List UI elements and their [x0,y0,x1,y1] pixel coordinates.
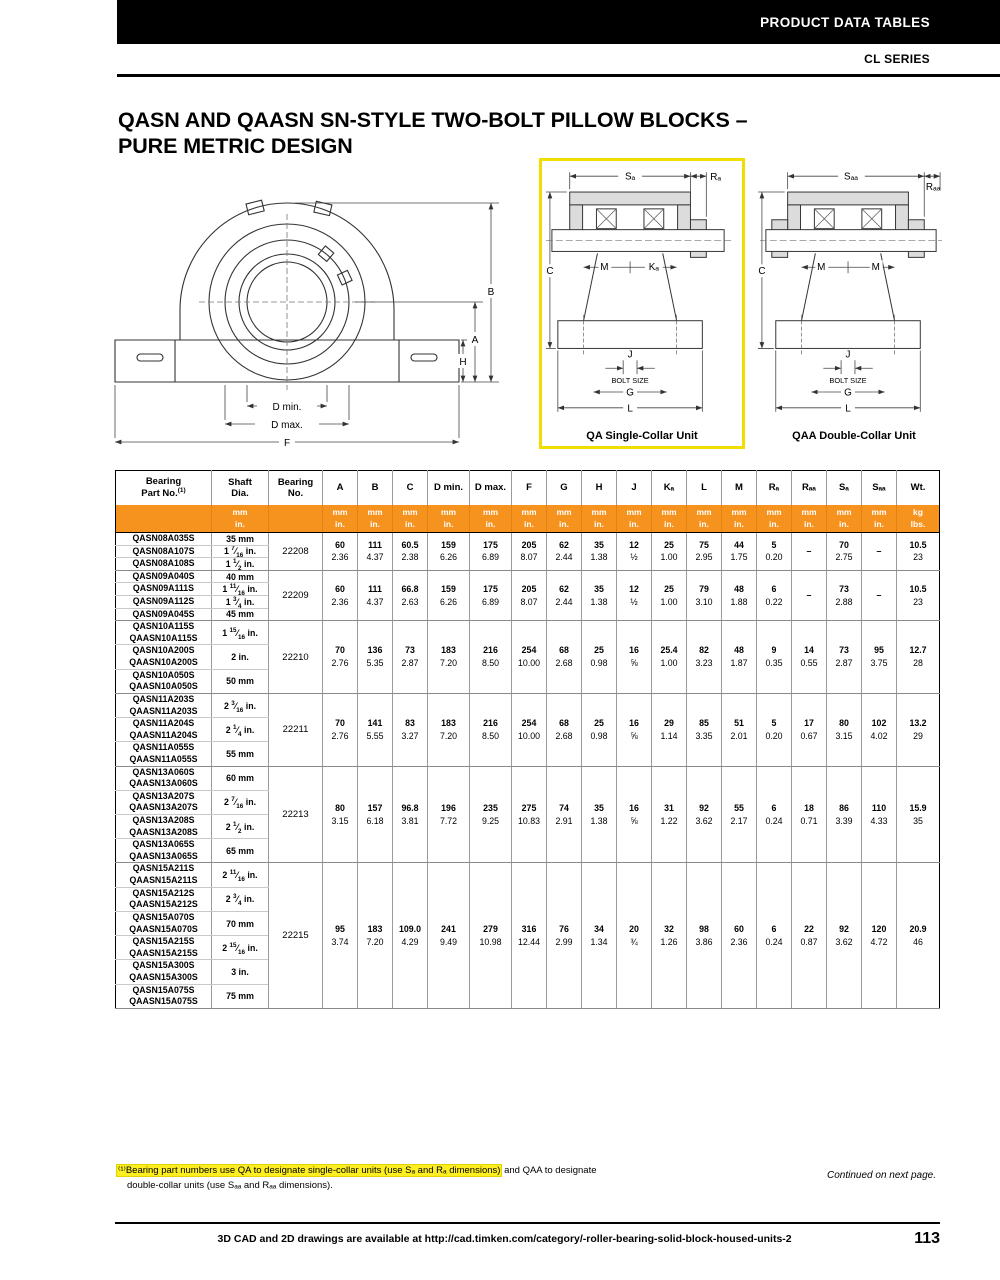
part-cell: QASN13A065S QAASN13A065S [116,839,212,863]
dim-label-l: L [845,403,851,415]
dim-cell-L: 85 3.35 [687,693,722,766]
dim-cell-Dmin: 196 7.72 [428,766,470,863]
bearing-no-cell: 22209 [269,570,323,620]
dim-cell-Ra: 5 0.20 [757,533,792,571]
shaft-cell: 1 $^3⁄_4$ in. [212,596,269,609]
part-cell: QASN11A204S QAASN11A204S [116,718,212,742]
dim-cell-F: 275 10.83 [512,766,547,863]
col-header-shaft: Shaft Dia. [212,471,269,506]
dim-cell-G: 62 2.44 [547,570,582,620]
dim-cell-Wt: 10.5 23 [897,570,940,620]
dim-cell-Wt: 20.9 46 [897,863,940,1008]
shaft-cell: 2 $^1⁄_2$ in. [212,815,269,839]
dim-label-m2: M [871,262,880,274]
col-header-G: G [547,471,582,506]
dim-label-f: F [283,438,291,449]
shaft-cell: 1 $^7⁄_{16}$ in. [212,545,269,558]
shaft-cell: 55 mm [212,742,269,766]
part-cell: QASN10A200S QAASN10A200S [116,645,212,669]
dim-cell-L: 98 3.86 [687,863,722,1008]
page-title [118,108,747,160]
dim-cell-J: 12 ½ [617,533,652,571]
dim-cell-Raa: 17 0.67 [792,693,827,766]
dim-cell-G: 68 2.68 [547,621,582,694]
dim-label-j: J [627,349,633,361]
footnote-line2: double-collar units (use Sₐₐ and Rₐₐ dimensions). [127,1179,333,1191]
units-B: mm in. [358,505,393,533]
units-part [116,505,212,533]
qaa-double-collar-diagram [751,158,957,449]
bearing-no-cell: 22208 [269,533,323,571]
col-header-J: J [617,471,652,506]
qa-caption: QA Single-Collar Unit [586,430,698,442]
part-cell: QASN11A055S QAASN11A055S [116,742,212,766]
dim-cell-F: 316 12.44 [512,863,547,1008]
dim-cell-G: 62 2.44 [547,533,582,571]
dim-cell-M: 48 1.87 [722,621,757,694]
dim-label-raa: Rₐₐ [925,182,941,194]
shaft-cell: 60 mm [212,766,269,790]
units-F: mm in. [512,505,547,533]
bearing-no-cell: 22211 [269,693,323,766]
dim-label-d-max: D max. [271,420,303,431]
col-header-A: A [323,471,358,506]
shaft-cell: 2 $^7⁄_{16}$ in. [212,790,269,814]
footnote-highlight: ⁽¹⁾Bearing part numbers use QA to designate single-collar units (use Sₐ and Rₐ dimensions) [118,1165,501,1176]
units-Dmax: mm in. [470,505,512,533]
dim-cell-Dmax: 216 8.50 [470,693,512,766]
dim-cell-Ra: 5 0.20 [757,693,792,766]
part-cell: QASN13A208S QAASN13A208S [116,815,212,839]
shaft-cell: 50 mm [212,669,269,693]
dim-cell-B: 111 4.37 [358,533,393,571]
shaft-cell: 65 mm [212,839,269,863]
dim-cell-Dmin: 159 6.26 [428,533,470,571]
dim-label-h: H [459,357,467,368]
cad-url-note[interactable]: 3D CAD and 2D drawings are available at http://cad.timken.com/category/-roller-bearing-solid-block-housed-units-2 [217,1233,792,1245]
dim-cell-Raa: 22 0.87 [792,863,827,1008]
dim-cell-Raa: 18 0.71 [792,766,827,863]
dim-cell-Saa: 110 4.33 [862,766,897,863]
qaa-section-drawing [754,164,948,422]
dim-cell-M: 60 2.36 [722,863,757,1008]
part-cell: QASN15A070S QAASN15A070S [116,911,212,935]
dim-cell-Sa: 80 3.15 [827,693,862,766]
dim-cell-H: 25 0.98 [582,621,617,694]
col-header-Dmin: D min. [428,471,470,506]
dim-cell-A: 60 2.36 [323,570,358,620]
units-Ra: mm in. [757,505,792,533]
units-A: mm in. [323,505,358,533]
top-black-banner [117,0,1000,44]
footer [115,1230,940,1248]
pillow-block-front-diagram [109,172,509,454]
bolt-size-label: BOLT SIZE [829,376,867,386]
dim-cell-M: 55 2.17 [722,766,757,863]
units-Sa: mm in. [827,505,862,533]
shaft-cell: 1 $^{11}⁄_{16}$ in. [212,583,269,596]
col-header-M: M [722,471,757,506]
col-header-L: L [687,471,722,506]
dim-label-ra: Rₐ [710,172,722,184]
part-cell: QASN13A060S QAASN13A060S [116,766,212,790]
dim-cell-Ka: 25.4 1.00 [652,621,687,694]
dim-cell-Sa: 73 2.87 [827,621,862,694]
units-L: mm in. [687,505,722,533]
dim-cell-Wt: 15.9 35 [897,766,940,863]
shaft-cell: 45 mm [212,608,269,621]
continued-note: Continued on next page. [827,1170,936,1181]
footnote [117,1164,682,1193]
dim-cell-J: 12 ½ [617,570,652,620]
qa-section-drawing [542,164,736,422]
dim-cell-Raa: – [792,533,827,571]
part-cell: QASN08A107S [116,545,212,558]
table-row [116,693,940,717]
dim-cell-L: 79 3.10 [687,570,722,620]
dim-cell-F: 254 10.00 [512,621,547,694]
dim-cell-B: 136 5.35 [358,621,393,694]
series-label-row [117,44,1000,77]
dim-cell-G: 68 2.68 [547,693,582,766]
dim-cell-M: 48 1.88 [722,570,757,620]
dim-label-a: A [471,335,479,346]
dim-cell-G: 74 2.91 [547,766,582,863]
dim-cell-Dmin: 159 6.26 [428,570,470,620]
dim-cell-Wt: 12.7 28 [897,621,940,694]
dim-cell-Raa: 14 0.55 [792,621,827,694]
col-header-Saa: Sₐₐ [862,471,897,506]
dim-cell-H: 35 1.38 [582,766,617,863]
dim-cell-Ka: 32 1.26 [652,863,687,1008]
shaft-cell: 2 in. [212,645,269,669]
dim-cell-A: 95 3.74 [323,863,358,1008]
dim-cell-Ka: 25 1.00 [652,533,687,571]
col-header-Ka: Kₐ [652,471,687,506]
shaft-cell: 1 $^1⁄_2$ in. [212,558,269,571]
table-row [116,570,940,583]
dim-cell-F: 205 8.07 [512,533,547,571]
dim-cell-G: 76 2.99 [547,863,582,1008]
dim-cell-Wt: 10.5 23 [897,533,940,571]
footnote-rest: and QAA to designate [501,1165,597,1176]
dim-cell-L: 92 3.62 [687,766,722,863]
col-header-Raa: Rₐₐ [792,471,827,506]
dim-label-c: C [546,266,554,278]
dim-cell-F: 205 8.07 [512,570,547,620]
shaft-cell: 2 $^3⁄_4$ in. [212,887,269,911]
dim-label-c: C [758,266,766,278]
dim-cell-B: 183 7.20 [358,863,393,1008]
dim-cell-C: 66.8 2.63 [393,570,428,620]
dim-cell-C: 109.0 4.29 [393,863,428,1008]
units-Dmin: mm in. [428,505,470,533]
shaft-cell: 3 in. [212,960,269,984]
dim-cell-Dmin: 183 7.20 [428,621,470,694]
dim-cell-Dmax: 175 6.89 [470,570,512,620]
dim-cell-Saa: 102 4.02 [862,693,897,766]
bearing-no-cell: 22213 [269,766,323,863]
shaft-cell: 70 mm [212,911,269,935]
col-header-H: H [582,471,617,506]
dim-cell-Dmin: 183 7.20 [428,693,470,766]
page-number: 113 [914,1230,940,1247]
units-M: mm in. [722,505,757,533]
bearing-no-cell: 22210 [269,621,323,694]
table-row [116,533,940,546]
series-label: CL SERIES [864,52,930,66]
shaft-cell: 75 mm [212,984,269,1008]
dim-label-l: L [627,403,633,415]
dim-cell-C: 73 2.87 [393,621,428,694]
dim-cell-Ka: 31 1.22 [652,766,687,863]
units-Raa: mm in. [792,505,827,533]
page-title-line2: PURE METRIC DESIGN [118,133,353,158]
dim-cell-H: 35 1.38 [582,570,617,620]
dim-cell-J: 16 ⅝ [617,621,652,694]
dim-cell-A: 60 2.36 [323,533,358,571]
dim-cell-Dmax: 216 8.50 [470,621,512,694]
shaft-cell: 2 $^{11}⁄_{16}$ in. [212,863,269,887]
part-cell: QASN09A045S [116,608,212,621]
units-shaft: mm in. [212,505,269,533]
col-header-B: B [358,471,393,506]
dim-cell-B: 141 5.55 [358,693,393,766]
part-cell: QASN15A300S QAASN15A300S [116,960,212,984]
dim-cell-Raa: – [792,570,827,620]
dim-cell-Ka: 25 1.00 [652,570,687,620]
dim-cell-Ra: 6 0.22 [757,570,792,620]
dim-cell-H: 35 1.38 [582,533,617,571]
part-cell: QASN09A111S [116,583,212,596]
dim-cell-Sa: 86 3.39 [827,766,862,863]
col-header-part: Bearing Part No.$^{(1)}$ [116,471,212,506]
dim-label-d-min: D min. [272,402,302,413]
dim-cell-Ka: 29 1.14 [652,693,687,766]
dim-cell-A: 70 2.76 [323,621,358,694]
dim-label-b: B [487,287,495,298]
units-Ka: mm in. [652,505,687,533]
dim-cell-Wt: 13.2 29 [897,693,940,766]
dim-label-sa: Sₐ [624,171,636,183]
col-header-Sa: Sₐ [827,471,862,506]
part-cell: QASN08A035S [116,533,212,546]
col-header-Wt: Wt. [897,471,940,506]
dim-cell-F: 254 10.00 [512,693,547,766]
dim-cell-C: 60.5 2.38 [393,533,428,571]
dim-cell-L: 82 3.23 [687,621,722,694]
dim-label-saa: Sₐₐ [844,171,858,183]
part-cell: QASN15A075S QAASN15A075S [116,984,212,1008]
dim-cell-Dmin: 241 9.49 [428,863,470,1008]
part-cell: QASN09A112S [116,596,212,609]
dim-cell-Sa: 70 2.75 [827,533,862,571]
dim-cell-M: 51 2.01 [722,693,757,766]
header-row [116,471,940,506]
dim-label-m: M [600,262,609,274]
dim-cell-A: 80 3.15 [323,766,358,863]
part-cell: QASN10A050S QAASN10A050S [116,669,212,693]
dim-cell-Dmax: 279 10.98 [470,863,512,1008]
dim-label-g: G [626,387,634,399]
bolt-size-label: BOLT SIZE [611,376,649,386]
shaft-cell: 2 $^{15}⁄_{16}$ in. [212,936,269,960]
banner-title: PRODUCT DATA TABLES [760,14,930,30]
part-cell: QASN13A207S QAASN13A207S [116,790,212,814]
dim-cell-Sa: 92 3.62 [827,863,862,1008]
dim-cell-Ra: 6 0.24 [757,766,792,863]
col-header-F: F [512,471,547,506]
units-Saa: mm in. [862,505,897,533]
part-cell: QASN15A211S QAASN15A211S [116,863,212,887]
part-cell: QASN11A203S QAASN11A203S [116,693,212,717]
units-row [116,505,940,533]
dim-cell-Saa: 120 4.72 [862,863,897,1008]
units-H: mm in. [582,505,617,533]
dim-cell-J: 16 ⅝ [617,693,652,766]
part-cell: QASN15A215S QAASN15A215S [116,936,212,960]
shaft-cell: 40 mm [212,570,269,583]
dim-cell-Saa: 95 3.75 [862,621,897,694]
dim-cell-Ra: 9 0.35 [757,621,792,694]
part-cell: QASN15A212S QAASN15A212S [116,887,212,911]
dim-cell-Ra: 6 0.24 [757,863,792,1008]
dim-cell-M: 44 1.75 [722,533,757,571]
dim-cell-J: 20 ¾ [617,863,652,1008]
col-header-Ra: Rₐ [757,471,792,506]
shaft-cell: 35 mm [212,533,269,546]
part-cell: QASN10A115S QAASN10A115S [116,621,212,645]
dim-label-j: J [845,349,851,361]
part-cell: QASN08A108S [116,558,212,571]
col-header-Dmax: D max. [470,471,512,506]
product-table [115,470,940,1009]
qaa-caption: QAA Double-Collar Unit [792,430,916,442]
dim-cell-C: 83 3.27 [393,693,428,766]
shaft-cell: 1 $^{15}⁄_{16}$ in. [212,621,269,645]
shaft-cell: 2 $^3⁄_{16}$ in. [212,693,269,717]
page-title-line1: QASN AND QAASN SN-STYLE TWO-BOLT PILLOW BLOCKS – [118,108,748,132]
dim-label-m1: M [817,262,826,274]
dim-cell-J: 16 ⅝ [617,766,652,863]
dim-cell-C: 96.8 3.81 [393,766,428,863]
bearing-no-cell: 22215 [269,863,323,1008]
dim-cell-B: 157 6.18 [358,766,393,863]
dim-cell-H: 34 1.34 [582,863,617,1008]
units-C: mm in. [393,505,428,533]
table-row [116,766,940,790]
col-header-C: C [393,471,428,506]
footer-rule [115,1222,940,1224]
dim-cell-Dmax: 235 9.25 [470,766,512,863]
diagram-section [115,158,1000,470]
dim-cell-L: 75 2.95 [687,533,722,571]
units-Wt: kg lbs. [897,505,940,533]
units-J: mm in. [617,505,652,533]
table-row [116,863,940,887]
dim-cell-Saa: – [862,533,897,571]
dim-label-ka: Kₐ [648,262,659,274]
product-table-wrap [115,470,937,1009]
units-bearing [269,505,323,533]
dim-cell-Sa: 73 2.88 [827,570,862,620]
dim-cell-H: 25 0.98 [582,693,617,766]
dim-cell-Dmax: 175 6.89 [470,533,512,571]
dim-cell-Saa: – [862,570,897,620]
col-header-bearing: Bearing No. [269,471,323,506]
part-cell: QASN09A040S [116,570,212,583]
units-G: mm in. [547,505,582,533]
qa-single-collar-diagram [539,158,745,449]
dim-label-g: G [844,387,852,399]
dim-cell-A: 70 2.76 [323,693,358,766]
dim-cell-B: 111 4.37 [358,570,393,620]
shaft-cell: 2 $^1⁄_4$ in. [212,718,269,742]
table-row [116,621,940,645]
